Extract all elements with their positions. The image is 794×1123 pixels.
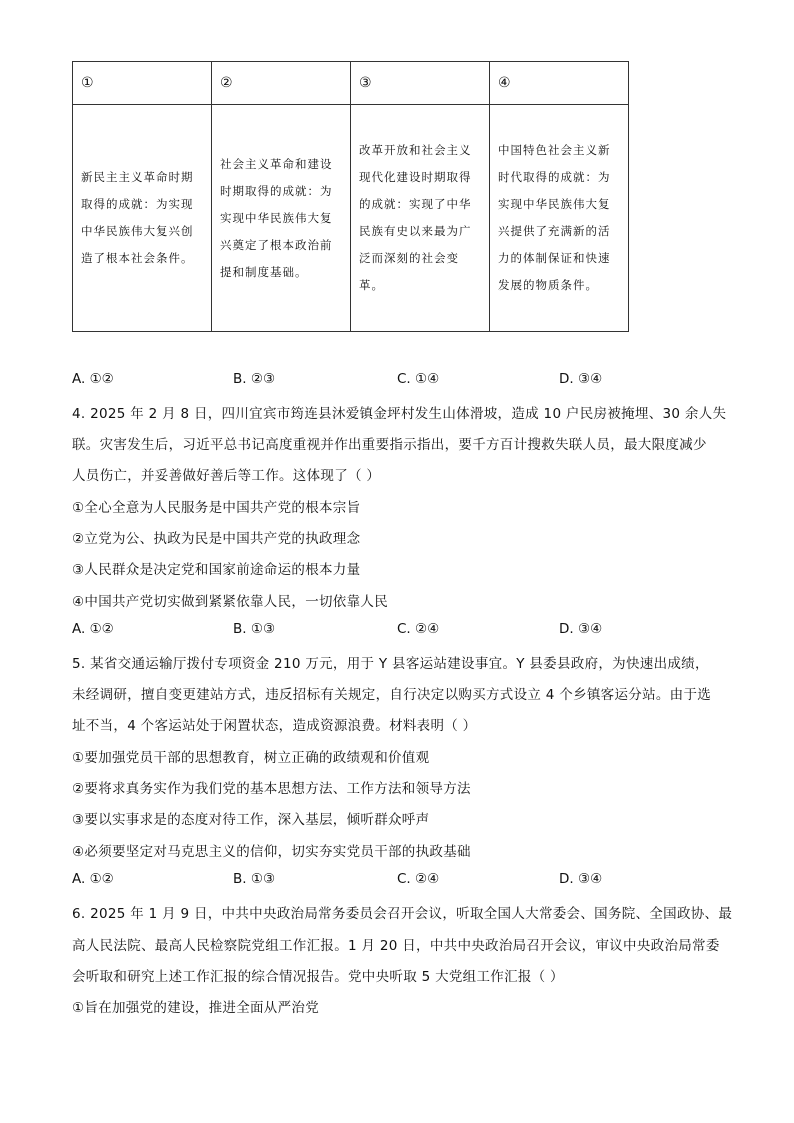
table-header-cell: ② xyxy=(212,62,351,105)
q4-option-c[interactable]: C. ②④ xyxy=(397,621,440,637)
q4-item-3: ③人民群众是决定党和国家前途命运的根本力量 xyxy=(72,562,361,578)
q5-item-2: ②要将求真务实作为我们党的基本思想方法、工作方法和领导方法 xyxy=(72,781,471,797)
table-header-cell: ③ xyxy=(351,62,490,105)
q5-option-d[interactable]: D. ③④ xyxy=(559,871,603,887)
table-cell: 改革开放和社会主义现代化建设时期取得的成就：实现了中华民族有史以来最为广泛而深刻的社会变革。 xyxy=(351,105,490,332)
q5-item-1: ①要加强党员干部的思想教育，树立正确的政绩观和价值观 xyxy=(72,750,430,766)
q4-option-a[interactable]: A. ①② xyxy=(72,621,114,637)
q5-option-a[interactable]: A. ①② xyxy=(72,871,114,887)
q3-option-c[interactable]: C. ①④ xyxy=(397,371,440,387)
q4-item-2: ②立党为公、执政为民是中国共产党的执政理念 xyxy=(72,531,361,547)
table-cell: 社会主义革命和建设时期取得的成就：为实现中华民族伟大复兴奠定了根本政治前提和制度基础。 xyxy=(212,105,351,332)
q5-stem-line: 址不当，4 个客运站处于闲置状态，造成资源浪费。材料表明（ ） xyxy=(72,718,477,734)
q4-option-b[interactable]: B. ①③ xyxy=(233,621,276,637)
q5-item-4: ④必须要坚定对马克思主义的信仰，切实夯实党员干部的执政基础 xyxy=(72,844,471,860)
q6-stem-line: 6. 2025 年 1 月 9 日，中共中央政治局常务委员会召开会议，听取全国人大常委会、国务院、全国政协、最 xyxy=(72,906,733,922)
table-row xyxy=(73,105,629,332)
achievements-table xyxy=(72,61,629,332)
q4-option-d[interactable]: D. ③④ xyxy=(559,621,603,637)
q4-stem-line: 人员伤亡，并妥善做好善后等工作。这体现了（ ） xyxy=(72,468,381,484)
q4-item-1: ①全心全意为人民服务是中国共产党的根本宗旨 xyxy=(72,500,361,516)
q3-option-b[interactable]: B. ②③ xyxy=(233,371,276,387)
q6-item-1: ①旨在加强党的建设，推进全面从严治党 xyxy=(72,1000,320,1016)
q6-stem-line: 会听取和研究上述工作汇报的综合情况报告。党中央听取 5 大党组工作汇报（ ） xyxy=(72,969,564,985)
q3-options xyxy=(72,371,732,391)
table-cell: 中国特色社会主义新时代取得的成就：为实现中华民族伟大复兴提供了充满新的活力的体制保证和快速发展的物质条件。 xyxy=(490,105,629,332)
q6-stem-line: 高人民法院、最高人民检察院党组工作汇报。1 月 20 日，中共中央政治局召开会议，审议中央政治局常委 xyxy=(72,938,720,954)
q4-stem-line: 联。灾害发生后，习近平总书记高度重视并作出重要指示指出，要千方百计搜救失联人员，最大限度减少 xyxy=(72,437,707,453)
q4-stem-line: 4. 2025 年 2 月 8 日，四川宜宾市筠连县沐爱镇金坪村发生山体滑坡，造成 10 户民房被掩埋、30 余人失 xyxy=(72,406,727,422)
table-header-cell: ① xyxy=(73,62,212,105)
q5-options xyxy=(72,871,732,891)
table-header-cell: ④ xyxy=(490,62,629,105)
q3-option-d[interactable]: D. ③④ xyxy=(559,371,603,387)
q5-stem-line: 5. 某省交通运输厅拨付专项资金 210 万元，用于 Y 县客运站建设事宜。Y 县委县政府，为快速出成绩， xyxy=(72,656,709,672)
q4-options xyxy=(72,621,732,641)
q3-option-a[interactable]: A. ①② xyxy=(72,371,114,387)
q4-item-4: ④中国共产党切实做到紧紧依靠人民，一切依靠人民 xyxy=(72,594,389,610)
q5-option-b[interactable]: B. ①③ xyxy=(233,871,276,887)
table-header-row xyxy=(73,62,629,105)
table-cell: 新民主主义革命时期取得的成就：为实现中华民族伟大复兴创造了根本社会条件。 xyxy=(73,105,212,332)
q5-item-3: ③要以实事求是的态度对待工作，深入基层，倾听群众呼声 xyxy=(72,812,430,828)
q5-stem-line: 未经调研，擅自变更建站方式，违反招标有关规定，自行决定以购买方式设立 4 个乡镇客运分站。由于选 xyxy=(72,687,712,703)
q5-option-c[interactable]: C. ②④ xyxy=(397,871,440,887)
